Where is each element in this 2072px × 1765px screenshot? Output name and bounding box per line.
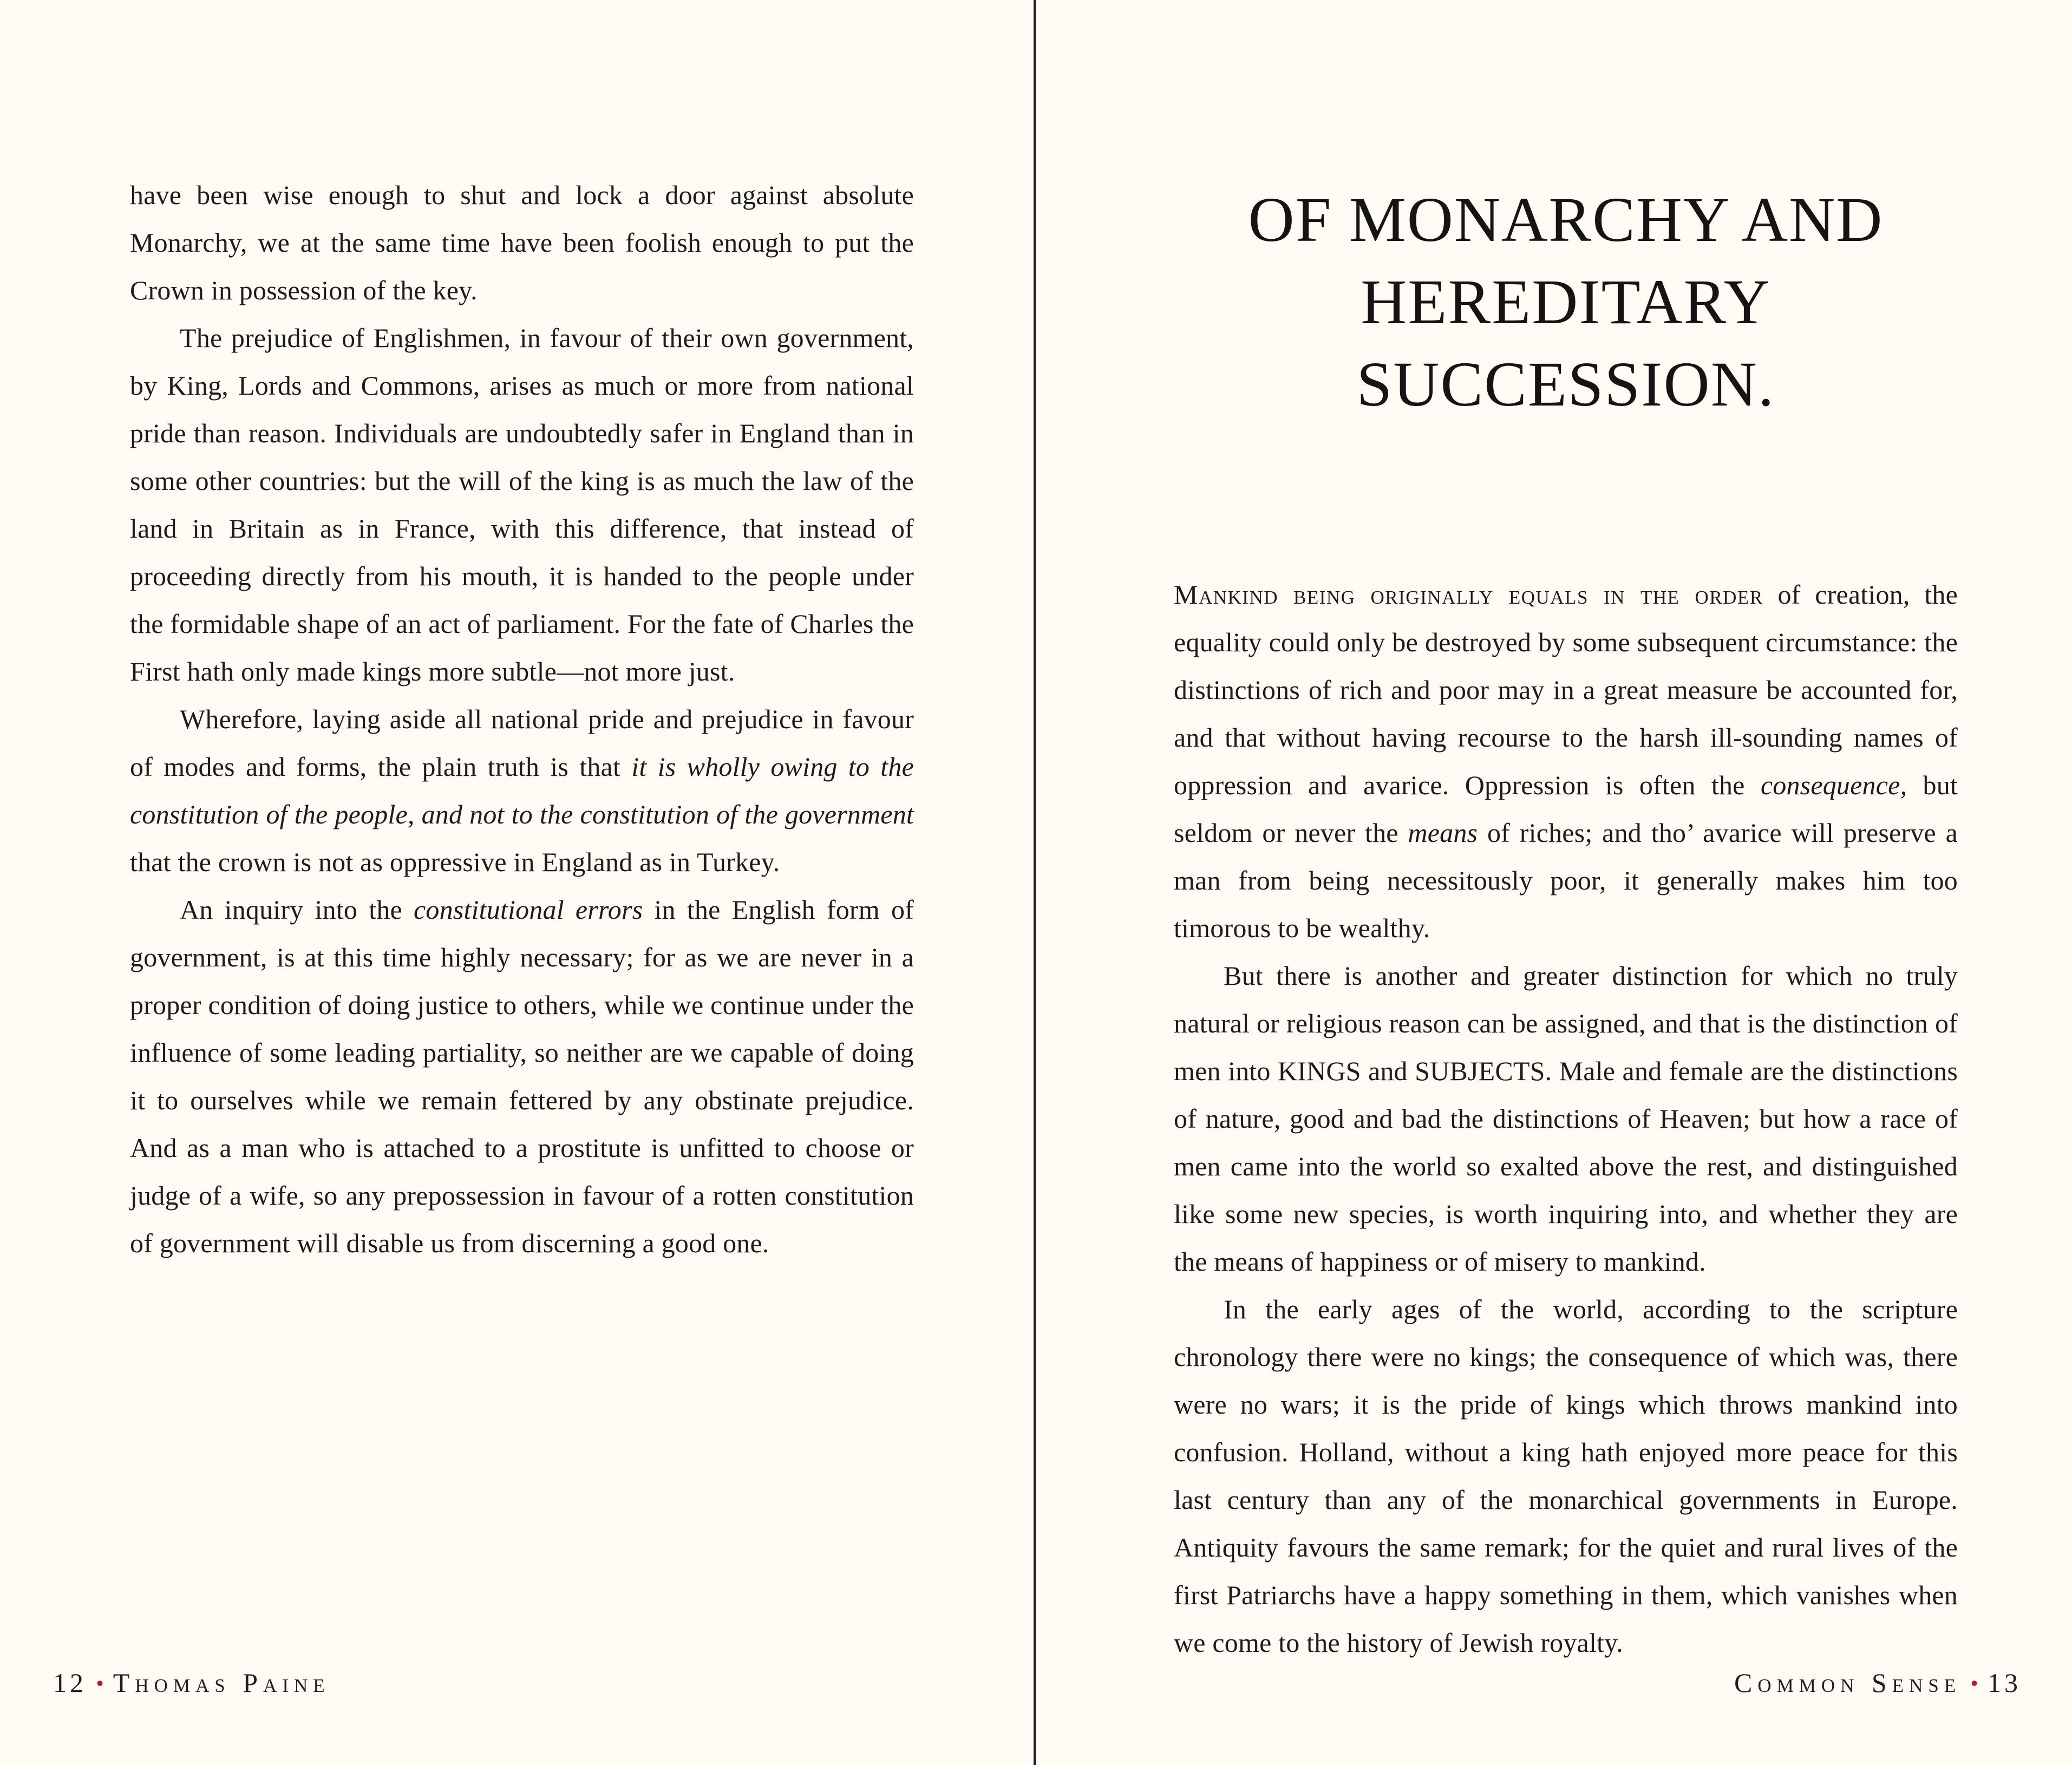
chapter-heading xyxy=(1174,179,1958,426)
chapter-heading-line-2: HEREDITARY SUCCESSION. xyxy=(1356,266,1775,420)
paragraph xyxy=(130,886,914,1267)
text-run: The prejudice of Englishmen, in favour of their own government, by King, Lords and Commons, arises as much or more from national pride than reason. Individuals are undoubtedly safer in England than in some other countries: but the will of the king is as much the law of the land in Britain as in France, with this difference, that instead of proceeding directly from his mouth, it is handed to the people under the formidable shape of an act of parliament. For the fate of Charles the First hath only made kings more subtle—not more just. xyxy=(130,323,914,687)
paragraph xyxy=(130,314,914,695)
right-page-body xyxy=(1174,179,1958,1666)
right-page-number: 13 xyxy=(1988,1668,2021,1698)
paragraph xyxy=(1174,571,1958,952)
text-run: it is wholly owing to the constitution of the people, and not to the constitution of the government xyxy=(130,751,914,829)
left-page-number: 12 xyxy=(53,1668,87,1698)
left-page-body xyxy=(130,171,914,1267)
text-run: in the English form of government, is at this time highly necessary; for as we are never in a proper condition of doing justice to others, while we continue under the influence of some leading partiality, so neither are we capable of doing it to ourselves while we remain fettered by any obstinate prejudice. And as a man who is attached to a prostitute is unfitted to choose or judge of a wife, so any prepossession in favour of a rotten constitution of government will disable us from discerning a good one. xyxy=(130,894,914,1258)
page-divider xyxy=(1034,0,1036,1765)
paragraph xyxy=(1174,952,1958,1285)
text-run: of riches; and tho’ avarice will preserve a man from being necessitously poor, it generally makes him too timorous to be wealthy. xyxy=(1174,818,1958,943)
text-run: of creation, the equality could only be destroyed by some subsequent circumstance: the distinctions of rich and poor may in a great measure be accounted for, and that without having recourse to the harsh ill-sounding names of oppression and avarice. Oppression is often the xyxy=(1174,579,1958,800)
text-run: but seldom or never the xyxy=(1174,770,1958,848)
paragraph xyxy=(130,695,914,886)
book-title: Common Sense xyxy=(1734,1668,1962,1698)
paragraph xyxy=(130,171,914,314)
text-run: In the early ages of the world, according to the scripture chronology there were no kings; the consequence of which was, there were no wars; it is the pride of kings which throws mankind into confusion. Holland, without a king hath enjoyed more peace for this last century than any of the monarchical governments in Europe. Antiquity favours the same remark; for the quiet and rural lives of the first Patriarchs have a happy something in them, which vanishes when we come to the history of Jewish royalty. xyxy=(1174,1294,1958,1658)
red-dot-separator-icon: • xyxy=(1970,1671,1978,1696)
text-run: have been wise enough to shut and lock a door against absolute Monarchy, we at the same time have been foolish enough to put the Crown in possession of the key. xyxy=(130,180,914,305)
chapter-heading-line-1: OF MONARCHY AND xyxy=(1248,184,1884,255)
right-page-footer xyxy=(1734,1666,2021,1701)
text-run: Mankind being originally equals in the order xyxy=(1174,579,1763,610)
author-name: Thomas Paine xyxy=(113,1668,330,1698)
right-page-text xyxy=(1174,571,1958,1666)
text-run: Wherefore, laying aside all national pride and prejudice in favour of modes and forms, the plain truth is that xyxy=(130,704,914,782)
left-page-footer xyxy=(53,1666,330,1701)
text-run: consequence, xyxy=(1760,770,1907,800)
red-dot-separator-icon: • xyxy=(96,1671,104,1696)
text-run: But there is another and greater distinction for which no truly natural or religious reason can be assigned, and that is the distinction of men into KINGS and SUBJECTS. Male and female are the distinctions of nature, good and bad the distinctions of Heaven; but how a race of men came into the world so exalted above the rest, and distinguished like some new species, is worth inquiring into, and whether they are the means of happiness or of misery to mankind. xyxy=(1174,960,1958,1277)
text-run: An inquiry into the xyxy=(180,894,414,925)
text-run: constitutional errors xyxy=(414,894,643,925)
text-run: means xyxy=(1408,818,1478,848)
paragraph xyxy=(1174,1285,1958,1666)
text-run: that the crown is not as oppressive in England as in Turkey. xyxy=(130,847,780,877)
